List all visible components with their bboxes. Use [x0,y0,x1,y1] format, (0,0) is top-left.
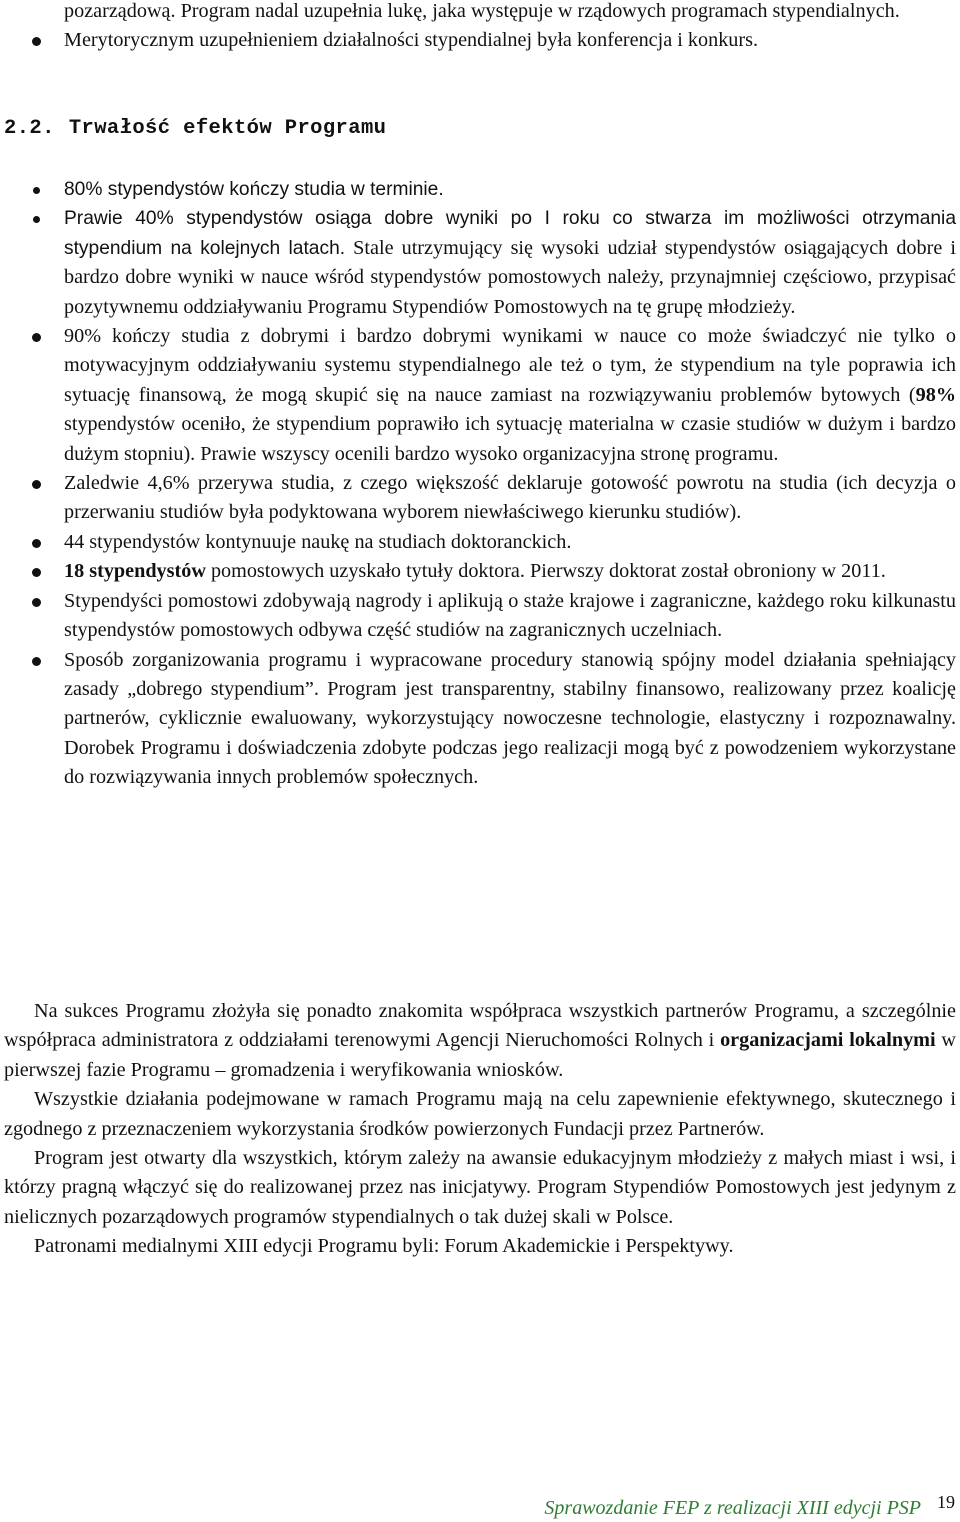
bullet-text: 90% kończy studia z dobrymi i bardzo dobrymi wynikami w nauce co może świadczyć nie tylko o motywacyjnym oddziaływaniu systemu stypendialnego ale też o tym, że stypendium na tyle poprawia ich sytuację finansową, że mogą skupić się na nauce zamiast na rozwiązywaniu problemów bytowych ( [64,325,956,406]
continued-text: pozarządową. Program nadal uzupełnia lukę, jaka występuje w rządowych programach stypendialnych. [64,0,900,22]
bold-value: 98% [915,383,956,406]
section-heading [4,114,386,144]
bullet-text: 80% stypendystów kończy studia w terminie. [64,179,444,200]
page-number: 19 [937,1492,955,1512]
list-item [0,175,960,204]
footer-title: Sprawozdanie FEP z realizacji XIII edycji PSP [544,1497,921,1519]
bullet-icon [32,333,41,342]
list-item [0,322,960,469]
bullet-icon [32,568,41,577]
list-item [0,646,960,793]
paragraph: Program jest otwarty dla wszystkich, którym zależy na awansie edukacyjnym młodzieży z małych miast i wsi, i którzy pragną włączyć się do realizowanej przez nas inicjatywy. Program Stypendiów Pomostowych jest jedynym z nielicznych pozarządowych programów stypendialnych o tak dużej skali w Polsce. [4,1147,956,1228]
list-item [0,528,960,557]
bullet-text: 44 stypendystów kontynuuje naukę na studiach doktoranckich. [64,530,572,553]
body-paragraphs [4,997,956,1262]
paragraph-text: Na sukces Programu złożyła się ponadto znakomita współpraca wszystkich partnerów Programu, a szczególnie współpraca administratora z oddziałami terenowymi Agencji Nieruchomości Rolnych i [4,1000,956,1052]
bullet-icon [33,187,40,194]
bullet-text: Stypendyści pomostowi zdobywają nagrody i aplikują o staże krajowe i zagraniczne, każdego roku kilkunastu stypendystów pomostowych odbywa część studiów na zagranicznych uczelniach. [64,589,956,642]
bullet-icon [32,539,41,548]
bullet-text-serif: Stale utrzymujący się wysoki udział stypendystów osiągających dobre i bardzo dobre wyniki w nauce wśród stypendystów pomostowych należy, przynajmniej częściowo, przypisać pozytywnemu oddziaływaniu Programu Stypendiów Pomostowych na tę grupę młodzieży. [64,236,956,318]
bullet-text-sans: Prawie 40% stypendystów osiąga dobre wyniki po I roku co stwarza im możliwości otrzymania stypendium na kolejnych latach. [64,208,956,259]
bullet-text: pomostowych uzyskało tytuły doktora. Pierwszy doktorat został obroniony w 2011. [205,560,886,583]
bullet-icon [32,37,41,46]
bold-phrase: organizacjami lokalnymi [720,1029,936,1052]
list-item [0,26,960,55]
bullet-icon [32,657,41,666]
top-bullet-list [0,26,960,55]
bullet-text: Zaledwie 4,6% przerywa studia, z czego większość deklaruje gotowość powrotu na studia (ich decyzja o przerwaniu studiów była podyktowana wyborem niewłaściwego kierunku studiów). [64,472,956,524]
list-item [0,557,960,586]
bullet-text: Merytorycznym uzupełnieniem działalności stypendialnej była konferencja i konkurs. [64,29,759,52]
paragraph: Wszystkie działania podejmowane w ramach Programu mają na celu zapewnienie efektywnego, skutecznego i zgodnego z przeznaczeniem wykorzystania środków powierzonych Fundacji przez Partnerów. [4,1088,956,1140]
list-item [0,469,960,528]
section-number: 2.2. [4,117,55,140]
bullet-text-continued: stypendystów oceniło, że stypendium poprawiło ich sytuację materialna w czasie studiów w dużym i bardzo dużym stopniu). Prawie wszyscy ocenili bardzo wysoko organizacyjna stronę programu. [64,413,956,465]
bold-value: 18 stypendystów [64,560,206,583]
top-continuation-block [0,0,960,56]
achievements-list-block [0,175,960,793]
paragraph [4,997,956,1085]
bullet-icon [32,480,41,489]
achievements-list [0,175,960,793]
paragraph: Patronami medialnymi XIII edycji Programu byli: Forum Akademickie i Perspektywy. [34,1235,734,1258]
list-item [0,587,960,646]
list-item [0,204,960,322]
bullet-icon [32,598,41,607]
bullet-icon [33,216,40,223]
bullet-text: Sposób zorganizowania programu i wypracowane procedury stanowią spójny model działania spełniający zasady „dobrego stypendium”. Program jest transparentny, stabilny finansowo, realizowany przez koalicję partnerów, cyklicznie ewaluowany, wykorzystujący nowoczesne technologie, elastyczny i rozpoznawalny. Dorobek Programu i doświadczenia zdobyte podczas jego realizacji mogą być z powodzeniem wykorzystane do rozwiązywania innych problemów społecznych. [64,648,956,789]
section-title: Trwałość efektów Programu [68,117,387,140]
paragraph-text-continued: w pierwszej fazie Programu – gromadzenia i weryfikowania wniosków. [4,1029,956,1081]
